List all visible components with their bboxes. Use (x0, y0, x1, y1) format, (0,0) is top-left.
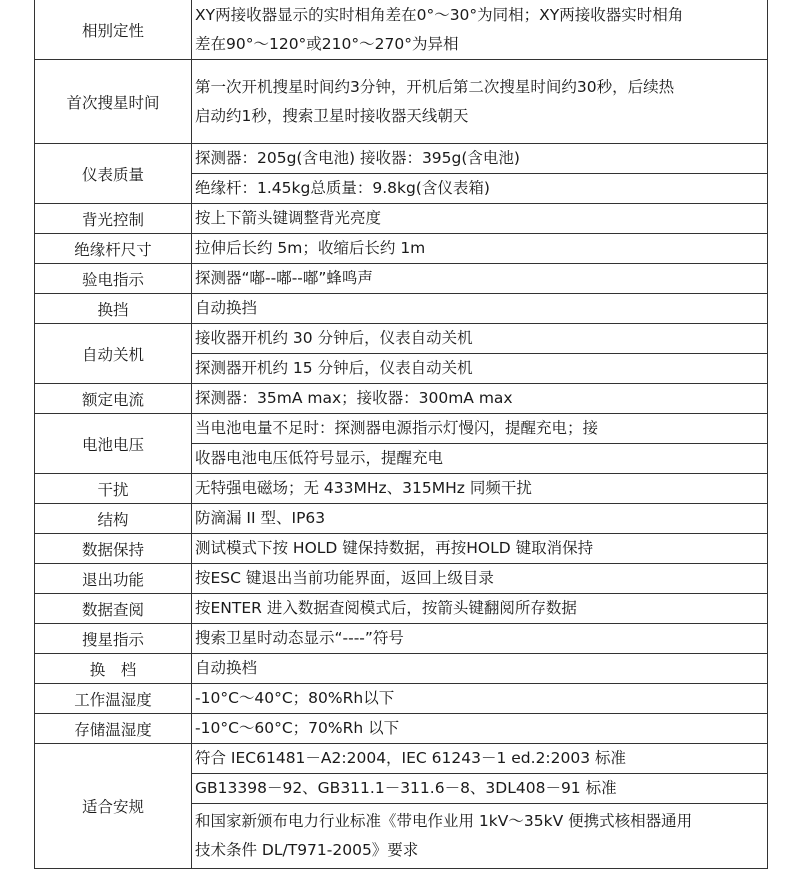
value-line: 符合 IEC61481－A2:2004，IEC 61243－1 ed.2:2003 标准 (195, 749, 627, 767)
row-label: 首次搜星时间 (35, 60, 192, 144)
value-line: 探测器：205g(含电池) 接收器：395g(含电池) (195, 149, 520, 167)
row-value (192, 294, 768, 324)
value-line: 接收器开机约 30 分钟后，仪表自动关机 (195, 329, 473, 347)
value-line: 当电池电量不足时：探测器电源指示灯慢闪，提醒充电；接 (195, 419, 599, 437)
row-label: 工作温湿度 (35, 684, 192, 714)
value-line: 无特强电磁场；无 433MHz、315MHz 同频干扰 (195, 479, 532, 497)
row-value (192, 354, 768, 384)
row-value (192, 564, 768, 594)
table-row (35, 474, 768, 504)
row-label: 适合安规 (35, 744, 192, 869)
row-label: 搜星指示 (35, 624, 192, 654)
row-value (192, 774, 768, 804)
table-row (35, 264, 768, 294)
table-row (35, 654, 768, 684)
row-label: 退出功能 (35, 564, 192, 594)
value-line: 启动约1秒，搜索卫星时接收器天线朝天 (195, 106, 469, 125)
value-line: 技术条件 DL/T971-2005》要求 (195, 841, 419, 859)
value-line: 按上下箭头键调整背光亮度 (195, 209, 382, 227)
value-line: 第一次开机搜星时间约3分钟，开机后第二次搜星时间约30秒，后续热 (195, 77, 675, 96)
row-label: 验电指示 (35, 264, 192, 294)
value-line: GB13398－92、GB311.1－311.6－8、3DL408－91 标准 (195, 779, 617, 797)
row-value (192, 744, 768, 774)
row-value (192, 804, 768, 869)
value-line: 和国家新颁布电力行业标准《带电作业用 1kV～35kV 便携式核相器通用 (195, 812, 693, 830)
value-line: -10°C～60°C；70%Rh 以下 (195, 719, 400, 737)
table-row (35, 714, 768, 744)
row-value (192, 0, 768, 60)
row-label: 数据查阅 (35, 594, 192, 624)
row-value (192, 624, 768, 654)
row-value (192, 60, 768, 144)
table-row (35, 204, 768, 234)
row-value (192, 684, 768, 714)
row-label: 绝缘杆尺寸 (35, 234, 192, 264)
value-line: 测试模式下按 HOLD 键保持数据，再按HOLD 键取消保持 (195, 539, 594, 557)
row-label: 电池电压 (35, 414, 192, 474)
row-value (192, 474, 768, 504)
table-row (35, 234, 768, 264)
value-line: 拉伸后长约 5m；收缩后长约 1m (195, 239, 426, 257)
row-label: 相别定性 (35, 0, 192, 60)
value-line: 探测器“嘟--嘟--嘟”蜂鸣声 (195, 269, 373, 287)
row-label: 存储温湿度 (35, 714, 192, 744)
row-value (192, 234, 768, 264)
value-line: -10°C～40°C；80%Rh以下 (195, 689, 395, 707)
row-label: 换 档 (35, 654, 192, 684)
row-label: 换挡 (35, 294, 192, 324)
value-line: 搜索卫星时动态显示“----”符号 (195, 629, 404, 647)
value-line: 绝缘杆：1.45kg总质量：9.8kg(含仪表箱) (195, 179, 490, 197)
table-row (35, 594, 768, 624)
row-value (192, 594, 768, 624)
row-label: 自动关机 (35, 324, 192, 384)
row-value (192, 264, 768, 294)
value-line: 按ENTER 进入数据查阅模式后，按箭头键翻阅所存数据 (195, 599, 577, 617)
row-value (192, 444, 768, 474)
row-value (192, 324, 768, 354)
row-value (192, 654, 768, 684)
row-value (192, 174, 768, 204)
row-label: 额定电流 (35, 384, 192, 414)
value-line: XY两接收器显示的实时相角差在0°～30°为同相；XY两接收器实时相角 (195, 5, 684, 24)
table-row (35, 684, 768, 714)
table-row (35, 624, 768, 654)
value-line: 自动换档 (195, 659, 258, 677)
table-row (35, 294, 768, 324)
table-row (35, 0, 768, 60)
row-label: 背光控制 (35, 204, 192, 234)
value-line: 按ESC 键退出当前功能界面，返回上级目录 (195, 569, 494, 587)
row-label: 干扰 (35, 474, 192, 504)
table-row (35, 60, 768, 144)
row-value (192, 714, 768, 744)
table-row (35, 384, 768, 414)
table-row (35, 564, 768, 594)
spec-table (34, 0, 768, 869)
table-row (35, 324, 768, 354)
value-line: 自动换挡 (195, 299, 258, 317)
row-label: 数据保持 (35, 534, 192, 564)
value-line: 探测器开机约 15 分钟后，仪表自动关机 (195, 359, 473, 377)
table-row (35, 414, 768, 444)
value-line: 差在90°～120°或210°～270°为异相 (195, 34, 459, 53)
row-value (192, 504, 768, 534)
table-row (35, 144, 768, 174)
value-line: 探测器：35mA max；接收器：300mA max (195, 389, 513, 407)
row-value (192, 414, 768, 444)
row-value (192, 204, 768, 234)
value-line: 收器电池电压低符号显示，提醒充电 (195, 449, 444, 467)
row-value (192, 384, 768, 414)
value-line: 防滴漏 II 型、IP63 (195, 509, 326, 527)
table-row (35, 504, 768, 534)
row-label: 仪表质量 (35, 144, 192, 204)
table-row (35, 534, 768, 564)
row-value (192, 534, 768, 564)
row-label: 结构 (35, 504, 192, 534)
table-row (35, 744, 768, 774)
row-value (192, 144, 768, 174)
